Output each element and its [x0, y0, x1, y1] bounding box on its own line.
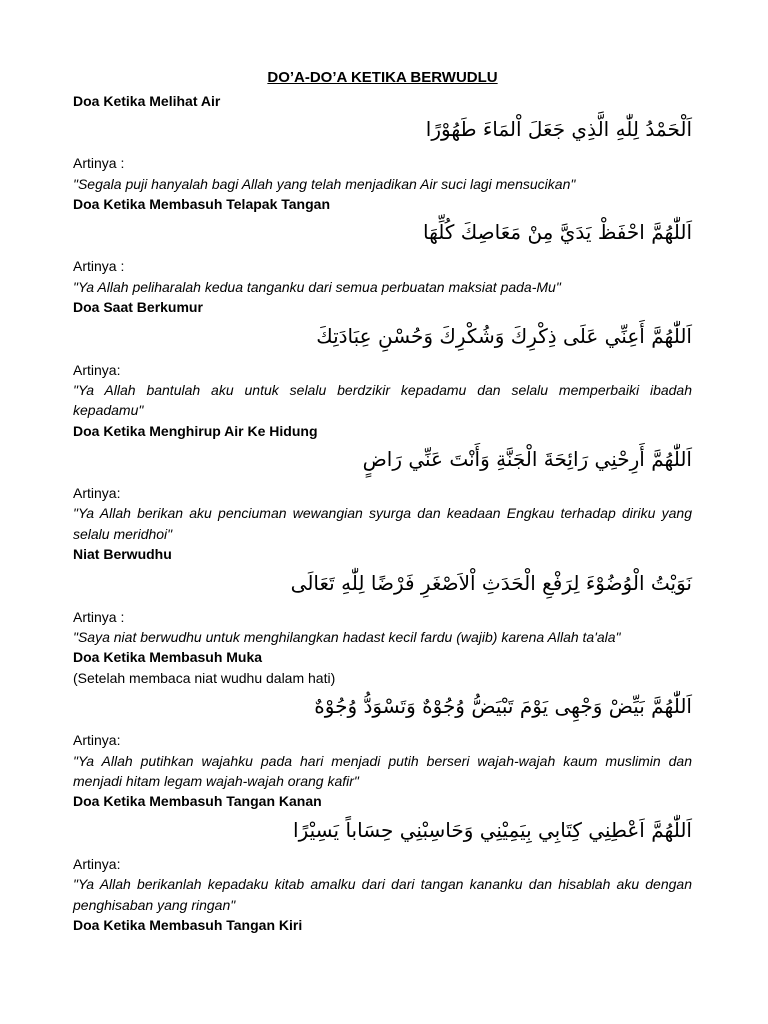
arabic-prayer: اَلْحَمْدُ لِلّٰهِ الَّذِي جَعَلَ اْلمَاءَ طَهُوْرًا: [425, 117, 692, 142]
translation-line: "Segala puji hanyalah bagi Allah yang telah menjadikan Air suci lagi mensucikan": [73, 175, 576, 192]
section-heading: Doa Saat Berkumur: [73, 299, 203, 316]
section-heading: Niat Berwudhu: [73, 546, 172, 563]
doa-section-tangan-kiri: [73, 915, 692, 935]
doa-section-menghirup-air: [73, 421, 692, 545]
section-heading: Doa Ketika Menghirup Air Ke Hidung: [73, 422, 318, 439]
translation-label: Artinya:: [73, 361, 121, 378]
arabic-prayer: اَللّٰهُمَّ اَعْطِنِي كِتَابِي بِيَمِيْنِي وَحَاسِبْنِي حِسَاباً يَسِيْرًا: [293, 817, 692, 842]
section-heading: Doa Ketika Membasuh Tangan Kanan: [73, 793, 322, 810]
doa-section-niat-berwudhu: [73, 544, 692, 647]
section-heading: Doa Ketika Melihat Air: [73, 92, 221, 109]
arabic-prayer: اَللّٰهُمَّ أَرِحْنِي رَائِحَةَ الْجَنَّةِ وَأَنْتَ عَنِّي رَاضٍ: [362, 447, 692, 472]
arabic-prayer: اَللّٰهُمَّ أَعِنِّي عَلَى ذِكْرِكَ وَشُكْرِكَ وَحُسْنِ عِبَادَتِكَ: [316, 323, 692, 348]
document-body: [73, 67, 692, 935]
doa-section-berkumur: [73, 297, 692, 421]
translation-label: Artinya:: [73, 732, 121, 749]
translation-line: "Ya Allah peliharalah kedua tanganku dari semua perbuatan maksiat pada-Mu": [73, 278, 561, 295]
doa-section-tangan-kanan: [73, 791, 692, 915]
doa-section-telapak-tangan: [73, 194, 692, 297]
translation-label: Artinya :: [73, 155, 125, 172]
doa-section-melihat-air: [73, 91, 692, 194]
translation-line: "Ya Allah putihkan wajahku pada hari menjadi putih berseri wajah-wajah kaum muslimin dan: [73, 752, 692, 769]
translation-line: "Ya Allah berikan aku penciuman wewangian syurga dan keadaan Engkau terhadap diriku yang: [73, 505, 692, 522]
arabic-prayer: اَللّٰهُمَّ بَيِّضْ وَجْهِى يَوْمَ تَبْيَضُّ وُجُوْهٌ وَتَسْوَدُّ وُجُوْهٌ: [314, 694, 692, 719]
instruction-note: (Setelah membaca niat wudhu dalam hati): [73, 669, 336, 686]
translation-label: Artinya :: [73, 608, 125, 625]
arabic-prayer: نَوَيْتُ الْوُضُوْءَ لِرَفْعِ الْحَدَثِ اْلاَصْغَرِ فَرْضًا لِلّٰهِ تَعَالَى: [290, 570, 692, 595]
translation-line: "Saya niat berwudhu untuk menghilangkan hadast kecil fardu (wajib) karena Allah ta'ala": [73, 629, 621, 646]
arabic-prayer: اَللّٰهُمَّ احْفَظْ يَدَيَّ مِنْ مَعَاصِكَ كُلِّهَا: [422, 220, 692, 245]
section-heading: Doa Ketika Membasuh Tangan Kiri: [73, 916, 303, 933]
document-title-text: DO’A-DO’A KETIKA BERWUDLU: [267, 69, 498, 86]
translation-label: Artinya:: [73, 855, 121, 872]
translation-label: Artinya :: [73, 258, 125, 275]
translation-line: "Ya Allah berikanlah kepadaku kitab amalku dari dari tangan kananku dan hisablah aku dengan: [73, 876, 692, 893]
translation-line: "Ya Allah bantulah aku untuk selalu berdzikir kepadamu dan selalu memperbaiki ibadah: [73, 381, 692, 398]
document-title: [73, 67, 692, 89]
section-heading: Doa Ketika Membasuh Telapak Tangan: [73, 195, 330, 212]
translation-line: selalu meridhoi": [73, 525, 173, 542]
translation-line: menjadi hitam legam wajah-wajah orang kafir": [73, 773, 359, 789]
translation-label: Artinya:: [73, 485, 121, 502]
section-heading: Doa Ketika Membasuh Muka: [73, 649, 263, 666]
translation-line: penghisaban yang ringan": [73, 896, 236, 913]
translation-line: kepadamu": [73, 402, 144, 419]
doa-section-membasuh-muka: [73, 647, 692, 791]
